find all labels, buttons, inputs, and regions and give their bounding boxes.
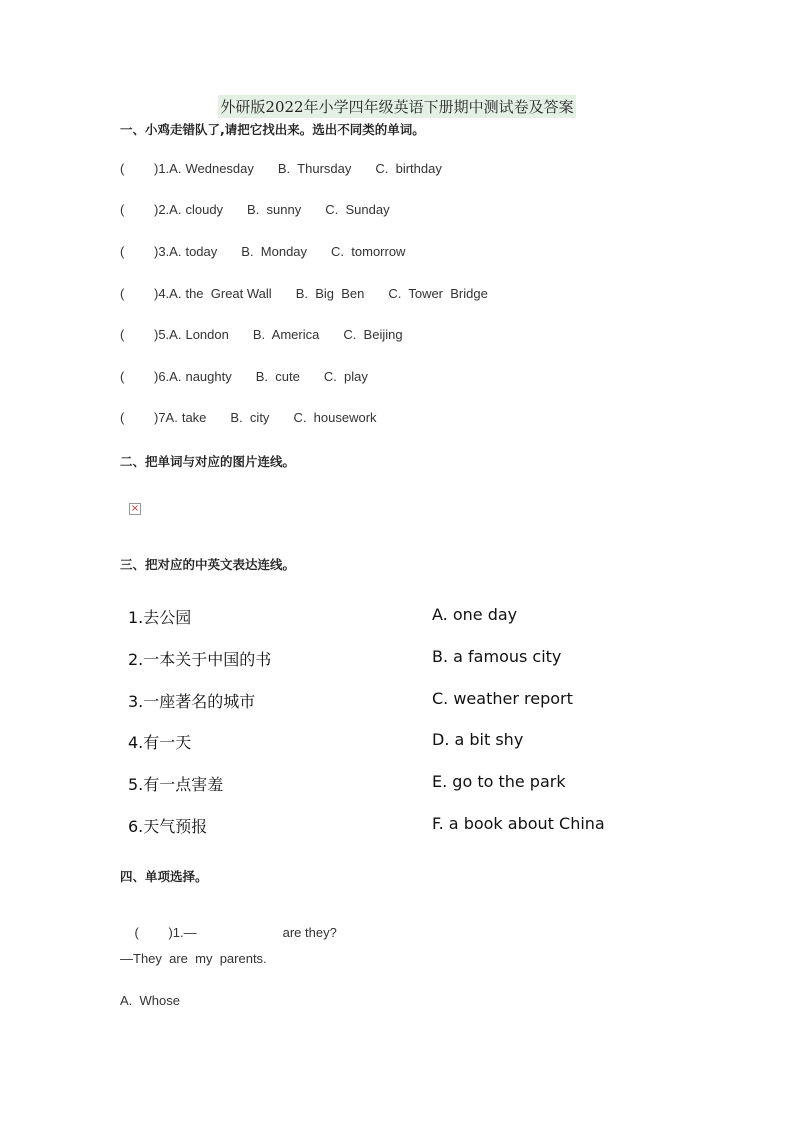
question-number: )6.A.	[154, 369, 182, 384]
option-a: the Great Wall	[185, 286, 272, 301]
match-right-item: C. weather report	[432, 689, 573, 708]
question-number: )4.A.	[154, 286, 182, 301]
question-row	[120, 286, 488, 301]
broken-image-icon: ×	[130, 503, 140, 514]
mc-question-1-response: —They are my parents.	[120, 951, 267, 966]
section-1-heading: 一、小鸡走错队了,请把它找出来。选出不同类的单词。	[120, 122, 425, 137]
option-b: B. sunny	[247, 202, 302, 217]
option-b: B. Monday	[241, 244, 308, 259]
option-b: B. Thursday	[277, 161, 352, 176]
question-paren: (	[120, 202, 125, 217]
match-left-item: 5.有一点害羞	[128, 775, 224, 794]
match-left-item: 1.去公园	[128, 608, 192, 627]
section-2-heading: 二、把单词与对应的图片连线。	[120, 454, 296, 469]
option-a: take	[181, 410, 207, 425]
question-row	[120, 410, 377, 425]
question-number: )3.A.	[154, 244, 182, 259]
section-3-heading: 三、把对应的中英文表达连线。	[120, 557, 296, 572]
question-paren: (	[120, 369, 125, 384]
option-a: cloudy	[185, 202, 224, 217]
section-4-heading: 四、单项选择。	[120, 869, 208, 884]
question-paren: (	[120, 410, 125, 425]
question-paren: (	[120, 286, 125, 301]
question-paren: (	[120, 327, 125, 342]
option-a: naughty	[185, 369, 232, 384]
question-row	[120, 369, 368, 384]
option-c: C. tomorrow	[331, 244, 406, 259]
option-c: C. Sunday	[325, 202, 390, 217]
question-row	[120, 202, 390, 217]
match-right-item: F. a book about China	[432, 814, 605, 833]
question-text: are they?	[282, 925, 337, 940]
option-a: Wednesday	[185, 161, 254, 176]
match-left-item: 3.一座著名的城市	[128, 692, 256, 711]
match-right-item: D. a bit shy	[432, 730, 524, 749]
question-number: )7A.	[154, 410, 178, 425]
option-b: B. Big Ben	[295, 286, 365, 301]
question-number: )2.A.	[154, 202, 182, 217]
question-row	[120, 161, 442, 176]
option-b: B. America	[252, 327, 320, 342]
question-row	[120, 244, 405, 259]
question-paren: (	[120, 161, 125, 176]
match-left-item: 4.有一天	[128, 733, 192, 752]
option-c: C. play	[323, 369, 368, 384]
title-wrap	[0, 95, 794, 118]
option-b: B. cute	[255, 369, 300, 384]
match-left-item: 2.一本关于中国的书	[128, 650, 272, 669]
page-title: 外研版2022年小学四年级英语下册期中测试卷及答案	[218, 95, 575, 118]
match-right-item: B. a famous city	[432, 647, 562, 666]
match-right-item: A. one day	[432, 605, 518, 624]
match-left-item: 6.天气预报	[128, 817, 208, 836]
mc-question-1-option-a: A. Whose	[120, 993, 180, 1008]
option-b: B. city	[230, 410, 270, 425]
option-a: today	[185, 244, 218, 259]
question-number: )1.A.	[154, 161, 182, 176]
question-paren: (	[134, 925, 139, 940]
question-number: )5.A.	[154, 327, 182, 342]
option-c: C. Tower Bridge	[388, 286, 488, 301]
option-a: London	[185, 327, 229, 342]
option-c: C. birthday	[375, 161, 442, 176]
match-right-item: E. go to the park	[432, 772, 566, 791]
question-paren: (	[120, 244, 125, 259]
option-c: C. housework	[293, 410, 377, 425]
mc-question-1	[120, 910, 337, 955]
option-c: C. Beijing	[343, 327, 403, 342]
question-number: )1.—	[168, 925, 197, 940]
question-row	[120, 327, 403, 342]
